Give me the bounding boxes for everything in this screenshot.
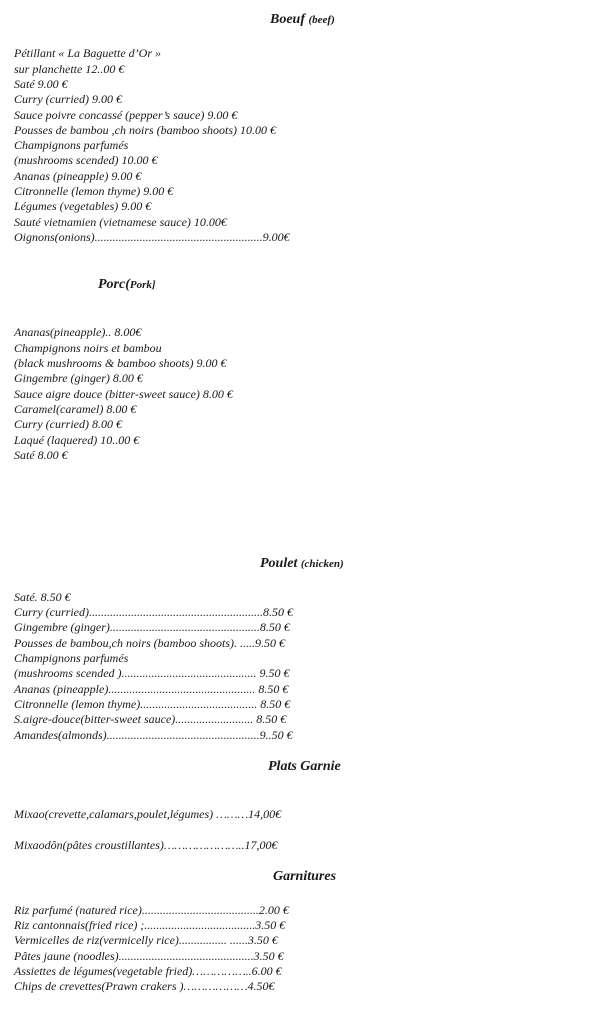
menu-item: Champignons parfumés <box>14 651 129 665</box>
menu-item: Ananas (pineapple) 9.00 € <box>14 169 142 183</box>
menu-item: Gingembre (ginger) 8.00 € <box>14 371 143 385</box>
menu-item: Mixaodôn(pâtes croustillantes)…………………..17,00€ <box>14 838 278 852</box>
section-title-garnitures: Garnitures <box>273 869 337 884</box>
menu-item: Pousses de bambou ,ch noirs (bamboo shoots) 10.00 € <box>14 123 276 137</box>
menu-item: Assiettes de légumes(vegetable fried)……………..6.00 € <box>14 964 282 978</box>
menu-item: Vermicelles de riz(vermicelly rice)................ ......3.50 € <box>14 933 278 947</box>
menu-item: Oignons(onions)........................................................9.00€ <box>14 230 290 244</box>
menu-item: (mushrooms scended) 10.00 € <box>14 153 158 167</box>
menu-item: Champignons parfumés <box>14 138 129 152</box>
menu-item: Ananas (pineapple)................................................. 8.50 € <box>14 682 289 696</box>
section-title-plats-garnie: Plats Garnie <box>268 759 341 774</box>
menu-item: Chips de crevettes(Prawn crakers )………………4.50€ <box>14 979 275 993</box>
section-title-poulet <box>260 556 344 572</box>
menu-item: Pétillant « La Baguette d’Or » <box>14 46 161 60</box>
menu-item: Légumes (vegetables) 9.00 € <box>14 199 152 213</box>
menu-item: Caramel(caramel) 8.00 € <box>14 402 137 416</box>
title-text: Poulet <box>260 556 298 571</box>
subtitle-text: (beef) <box>308 14 335 26</box>
menu-item: (black mushrooms & bamboo shoots) 9.00 € <box>14 356 227 370</box>
subtitle-text: (chicken) <box>300 558 344 570</box>
menu-item: Riz cantonnais(fried rice) ;.....................................3.50 € <box>14 918 286 932</box>
menu-item: sur planchette 12..00 € <box>14 62 125 76</box>
menu-item: Gingembre (ginger)..................................................8.50 € <box>14 620 290 634</box>
menu-item: Sauce poivre concassé (pepper’s sauce) 9.00 € <box>14 108 238 122</box>
menu-item: Curry (curried) 8.00 € <box>14 417 122 431</box>
menu-item: Saté 8.00 € <box>14 448 68 462</box>
title-text: Porc( <box>98 277 130 292</box>
menu-item: Riz parfumé (natured rice).......................................2.00 € <box>14 903 289 917</box>
menu-item: Citronnelle (lemon thyme) 9.00 € <box>14 184 174 198</box>
menu-item: Laqué (laquered) 10..00 € <box>14 433 140 447</box>
menu-item: (mushrooms scended )............................................. 9.50 € <box>14 666 290 680</box>
menu-item: Saté. 8.50 € <box>14 590 71 604</box>
menu-item: Amandes(almonds)...................................................9..50 € <box>14 728 293 742</box>
menu-item: Pâtes jaune (noodles).............................................3.50 € <box>14 949 284 963</box>
section-title-boeuf <box>270 12 335 28</box>
menu-item: Citronnelle (lemon thyme)....................................... 8.50 € <box>14 697 291 711</box>
menu-item: Sauté vietnamien (vietnamese sauce) 10.00€ <box>14 215 227 229</box>
subtitle-text: Pork] <box>129 279 156 291</box>
menu-item: Curry (curried)..........................................................8.50 € <box>14 605 293 619</box>
menu-item: S.aigre-douce(bitter-sweet sauce).......................... 8.50 € <box>14 712 287 726</box>
menu-item: Curry (curried) 9.00 € <box>14 92 122 106</box>
menu-item: Mixao(crevette,calamars,poulet,légumes) ………14,00€ <box>14 807 282 821</box>
title-text: Boeuf <box>270 12 305 27</box>
menu-item: Saté 9.00 € <box>14 77 68 91</box>
menu-item: Sauce aigre douce (bitter-sweet sauce) 8.00 € <box>14 387 233 401</box>
menu-item: Pousses de bambou,ch noirs (bamboo shoots). .....9.50 € <box>14 636 285 650</box>
section-title-porc <box>98 277 156 293</box>
menu-item: Ananas(pineapple).. 8.00€ <box>14 325 142 339</box>
menu-item: Champignons noirs et bambou <box>14 341 162 355</box>
